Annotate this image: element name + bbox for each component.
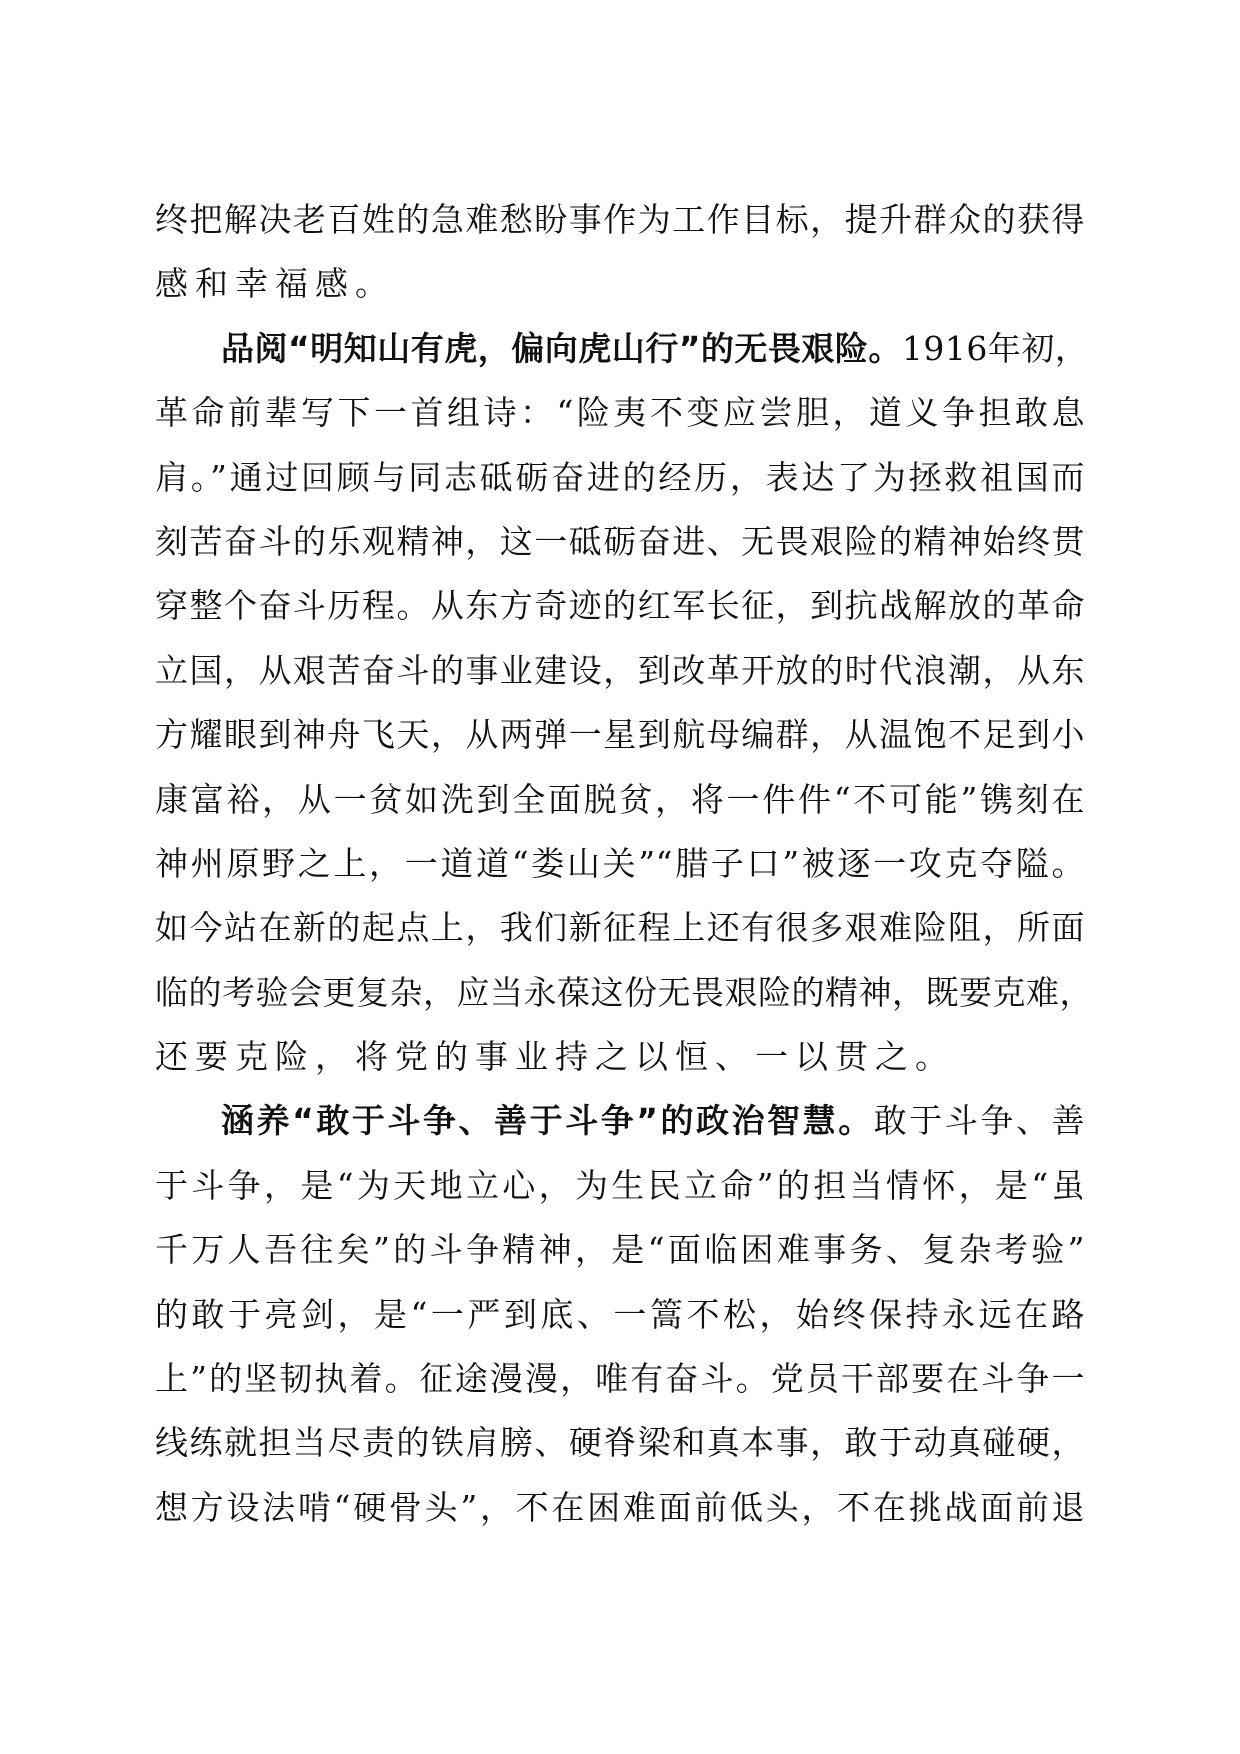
line-text: 的敢于亮剑，是“一严到底、一篙不松，始终保持永远在路 — [155, 1294, 1085, 1334]
line-text: 方耀眼到神舟飞天，从两弹一星到航母编群，从温饱不足到小 — [155, 715, 1085, 755]
text-line — [155, 1411, 1085, 1475]
line-text: 如今站在新的起点上，我们新征程上还有很多艰难险阻，所面 — [155, 908, 1085, 948]
text-line — [155, 252, 1085, 316]
line-text: 临的考验会更复杂，应当永葆这份无畏艰险的精神，既要克难， — [155, 972, 1093, 1012]
paragraph-heading: 品阅“明知山有虎，偏向虎山行”的无畏艰险。 — [221, 328, 902, 368]
text-line — [155, 188, 1085, 252]
text-line — [155, 768, 1085, 832]
text-line — [155, 961, 1093, 1025]
line-text: 还要克险，将党的事业持之以恒、一以贯之。 — [155, 1037, 955, 1077]
text-line — [155, 574, 1085, 638]
line-text: 想方设法啃“硬骨头”，不在困难面前低头，不在挑战面前退 — [155, 1487, 1085, 1527]
line-text: 立国，从艰苦奋斗的事业建设，到改革开放的时代浪潮，从东 — [155, 650, 1085, 690]
line-text: 上”的坚韧执着。征途漫漫，唯有奋斗。党员干部要在斗争一 — [155, 1359, 1085, 1399]
text-line — [155, 1154, 1085, 1218]
line-text: 终把解决老百姓的急难愁盼事作为工作目标，提升群众的获得 — [155, 200, 1085, 239]
text-line — [155, 1347, 1085, 1411]
line-text: 敢于斗争、善 — [873, 1101, 1085, 1141]
line-text: 神州原野之上，一道道“娄山关”“腊子口”被逐一攻克夺隘。 — [155, 843, 1085, 883]
line-text: 于斗争，是“为天地立心，为生民立命”的担当情怀，是“虽 — [155, 1165, 1085, 1205]
line-text: 革命前辈写下一首组诗：“险夷不变应尝胆，道义争担敢息 — [155, 393, 1085, 433]
text-line — [155, 510, 1085, 574]
line-text: 线练就担当尽责的铁肩膀、硬脊梁和真本事，敢于动真碰硬， — [155, 1423, 1085, 1463]
text-line — [155, 1283, 1085, 1347]
paragraph-heading: 涵养“敢于斗争、善于斗争”的政治智慧。 — [221, 1101, 874, 1141]
line-text: 康富裕，从一贫如洗到全面脱贫，将一件件“不可能”镌刻在 — [155, 779, 1085, 819]
text-line — [155, 446, 1085, 510]
text-line — [155, 896, 1085, 960]
text-line — [155, 1025, 1085, 1089]
text-line — [155, 381, 1085, 445]
text-line — [155, 832, 1085, 896]
line-text: 穿整个奋斗历程。从东方奇迹的红军长征，到抗战解放的革命 — [155, 586, 1085, 626]
line-text: 感和幸福感。 — [155, 264, 395, 304]
line-text: 肩。”通过回顾与同志砥砺奋进的经历，表达了为拯救祖国而 — [155, 457, 1085, 497]
body-text — [155, 188, 1093, 1540]
text-line — [155, 639, 1085, 703]
paragraph-heading-line — [155, 1089, 1085, 1153]
line-text: 千万人吾往矣”的斗争精神，是“面临困难事务、复杂考验” — [155, 1230, 1085, 1270]
text-line — [155, 1476, 1085, 1540]
line-text: 刻苦奋斗的乐观精神，这一砥砺奋进、无畏艰险的精神始终贯 — [155, 521, 1085, 561]
text-line — [155, 703, 1085, 767]
line-text: 1916年初， — [901, 328, 1089, 368]
text-line — [155, 1218, 1085, 1282]
paragraph-heading-line — [155, 317, 1089, 381]
